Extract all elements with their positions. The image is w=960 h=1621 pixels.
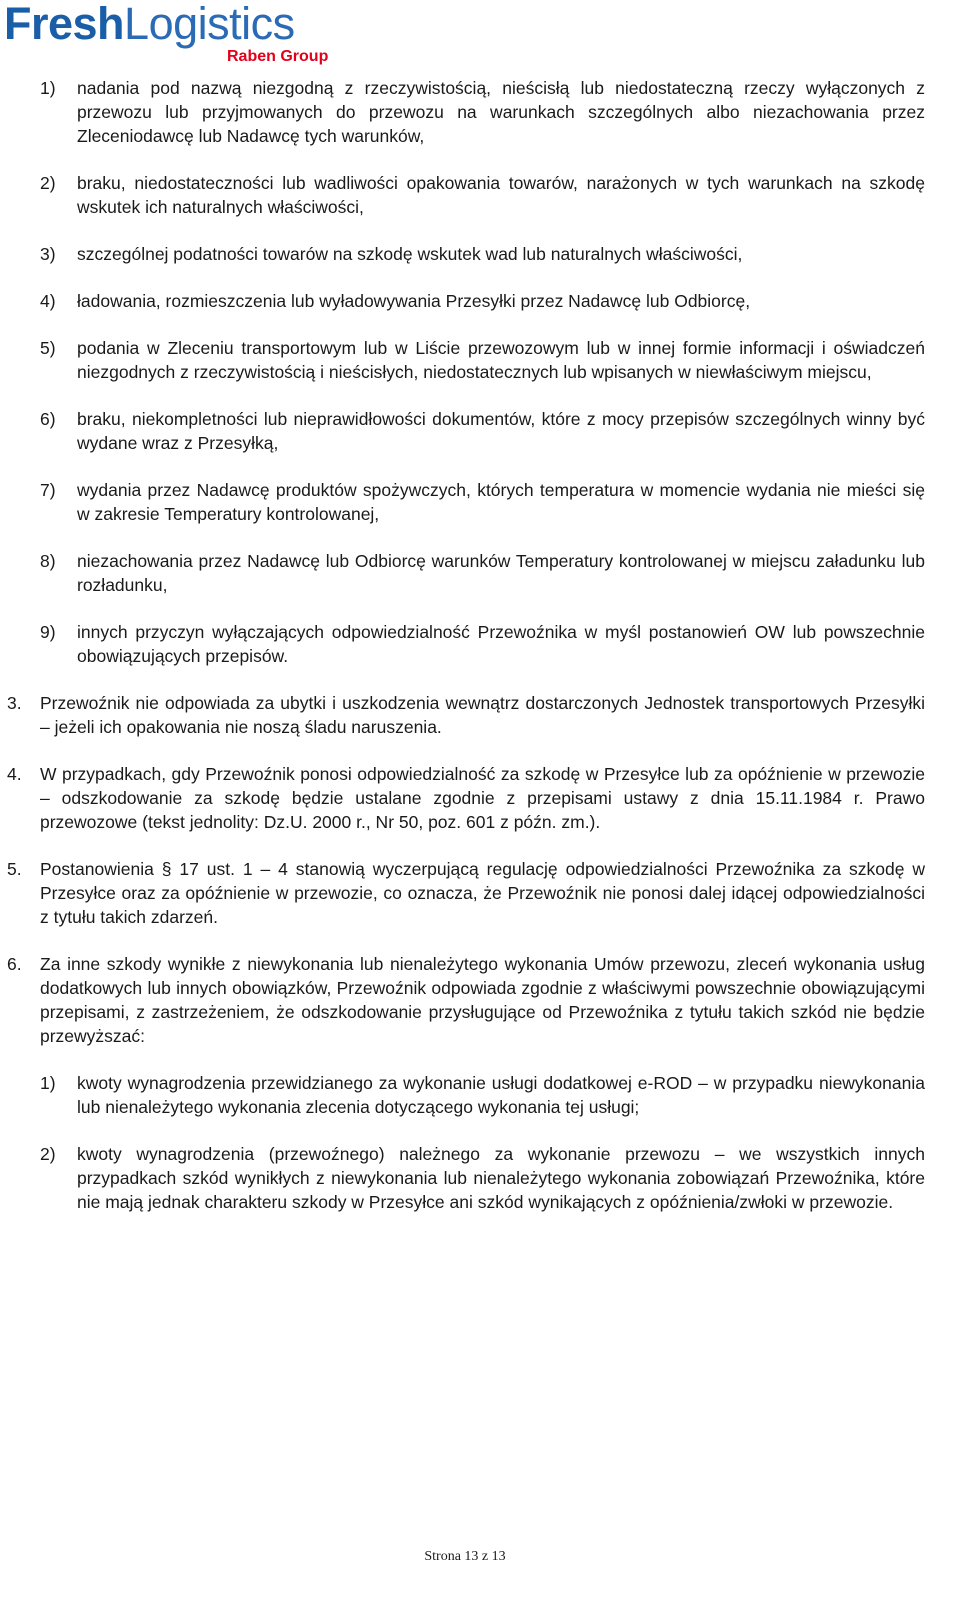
section-text: Przewoźnik nie odpowiada za ubytki i uszkodzenia wewnątrz dostarczonych Jednostek transportowych Przesyłki – jeżeli ich opakowania nie noszą śladu naruszenia.	[40, 693, 925, 737]
list-item	[40, 549, 925, 597]
list-item-text: braku, niedostateczności lub wadliwości opakowania towarów, narażonych w tych warunkach na szkodę wskutek ich naturalnych właściwości,	[77, 173, 925, 217]
logo-subtitle: Raben Group	[227, 48, 329, 65]
list-item-number: 7)	[40, 480, 56, 500]
list-item-number: 8)	[40, 551, 56, 571]
list-item	[40, 242, 925, 266]
list-item	[40, 289, 925, 313]
list-item	[40, 336, 925, 384]
list-item-number: 2)	[40, 1144, 56, 1164]
logo-wordmark	[4, 0, 295, 48]
section-text: Postanowienia § 17 ust. 1 – 4 stanowią wyczerpującą regulację odpowiedzialności Przewoźnika za szkodę w Przesyłce oraz za opóźnienie w przewozie, co oznacza, że Przewoźnik nie ponosi dalej idącej odpowiedzialności z tytułu takich zdarzeń.	[40, 859, 925, 927]
list-item-text: niezachowania przez Nadawcę lub Odbiorcę warunków Temperatury kontrolowanej w miejscu załadunku lub rozładunku,	[77, 551, 925, 595]
logo-logistics-text: Logistics	[124, 0, 295, 49]
list-item-number: 3)	[40, 244, 56, 264]
list-item-text: braku, niekompletności lub nieprawidłowości dokumentów, które z mocy przepisów szczególnych winny być wydane wraz z Przesyłką,	[77, 409, 925, 453]
list-item-number: 2)	[40, 173, 56, 193]
list-item-number: 4)	[40, 291, 56, 311]
list-item	[40, 171, 925, 219]
list-item-text: innych przyczyn wyłączających odpowiedzialność Przewoźnika w myśl postanowień OW lub powszechnie obowiązujących przepisów.	[77, 622, 925, 666]
section-paragraph	[7, 857, 925, 929]
list-item	[40, 478, 925, 526]
section-number: 5.	[7, 859, 22, 879]
list-item-number: 9)	[40, 622, 56, 642]
list-item-number: 1)	[40, 1073, 56, 1093]
section-paragraph	[7, 691, 925, 739]
section-text: Za inne szkody wynikłe z niewykonania lub nienależytego wykonania Umów przewozu, zleceń wykonania usług dodatkowych lub innych obowiązków, Przewoźnik odpowiada zgodnie z właściwymi powszechnie obowiązującymi przepisami, z zastrzeżeniem, że odszkodowanie przysługujące od Przewoźnika z tytułu takich szkód nie będzie przewyższać:	[40, 954, 925, 1046]
list-item-text: wydania przez Nadawcę produktów spożywczych, których temperatura w momencie wydania nie mieści się w zakresie Temperatury kontrolowanej,	[77, 480, 925, 524]
list-item-number: 5)	[40, 338, 56, 358]
section-number: 4.	[7, 764, 22, 784]
company-logo	[4, 0, 329, 65]
list-item	[40, 1142, 925, 1214]
document-body	[7, 76, 925, 1214]
list-item-text: kwoty wynagrodzenia przewidzianego za wykonanie usługi dodatkowej e-ROD – w przypadku niewykonania lub nienależytego wykonania zlecenia dotyczącego wykonania tej usługi;	[77, 1073, 925, 1117]
list-item-number: 1)	[40, 78, 56, 98]
section-text: W przypadkach, gdy Przewoźnik ponosi odpowiedzialność za szkodę w Przesyłce lub za opóźnienie w przewozie – odszkodowanie za szkodę będzie ustalane zgodnie z przepisami ustawy z dnia 15.11.1984 r. Prawo przewozowe (tekst jednolity: Dz.U. 2000 r., Nr 50, poz. 601 z późn. zm.).	[40, 764, 925, 832]
list-item-text: szczególnej podatności towarów na szkodę wskutek wad lub naturalnych właściwości,	[77, 244, 743, 264]
list-item-text: kwoty wynagrodzenia (przewoźnego) należnego za wykonanie przewozu – we wszystkich innych przypadkach szkód wynikłych z niewykonania lub nienależytego wykonania zobowiązań Przewoźnika, które nie mają jednak charakteru szkody w Przesyłce ani szkód wynikających z opóźnienia/zwłoki w przewozie.	[77, 1144, 925, 1212]
list-item-text: ładowania, rozmieszczenia lub wyładowywania Przesyłki przez Nadawcę lub Odbiorcę,	[77, 291, 751, 311]
section-number: 6.	[7, 954, 22, 974]
list-item-number: 6)	[40, 409, 56, 429]
list-item	[40, 1071, 925, 1119]
list-item	[40, 620, 925, 668]
logo-fresh-text: Fresh	[4, 0, 125, 49]
section-paragraph	[7, 952, 925, 1048]
list-item	[40, 407, 925, 455]
section-number: 3.	[7, 693, 22, 713]
page-number: Strona 13 z 13	[424, 1549, 506, 1564]
list-item	[40, 76, 925, 148]
list-item-text: podania w Zleceniu transportowym lub w Liście przewozowym lub w innej formie informacji i oświadczeń niezgodnych z rzeczywistością i nieścisłych, niedostatecznych lub wpisanych w niewłaściwym miejscu,	[77, 338, 925, 382]
section-paragraph	[7, 762, 925, 834]
list-item-text: nadania pod nazwą niezgodną z rzeczywistością, nieścisłą lub niedostateczną rzeczy wyłączonych z przewozu lub przyjmowanych do przewozu na warunkach szczególnych albo niezachowania przez Zleceniodawcę lub Nadawcę tych warunków,	[77, 78, 925, 146]
